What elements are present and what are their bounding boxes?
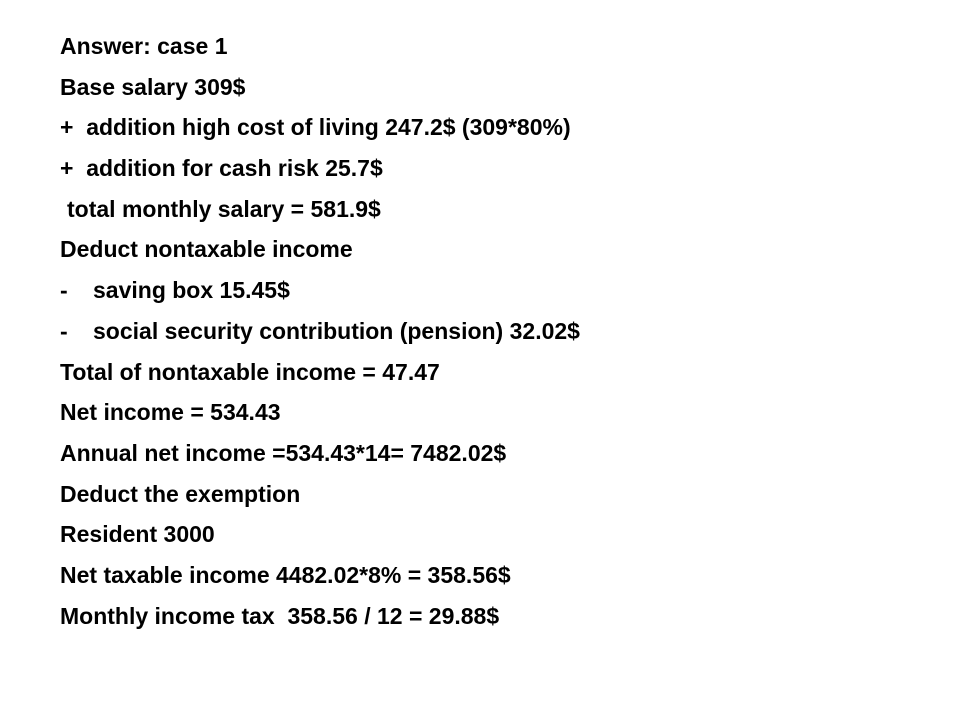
cost-of-living-addition-line: + addition high cost of living 247.2$ (309*80%) bbox=[60, 114, 571, 141]
dash-bullet: - bbox=[60, 317, 68, 344]
slide-text-body bbox=[60, 26, 940, 636]
net-taxable-income-line: Net taxable income 4482.02*8% = 358.56$ bbox=[60, 561, 511, 588]
saving-box-text: saving box 15.45$ bbox=[93, 277, 290, 304]
net-income-line: Net income = 534.43 bbox=[60, 399, 281, 426]
social-security-text: social security contribution (pension) 32.02$ bbox=[93, 317, 580, 344]
dash-bullet: - bbox=[60, 277, 68, 304]
answer-heading: Answer: case 1 bbox=[60, 33, 228, 59]
social-security-item bbox=[60, 311, 940, 352]
deduct-exemption-heading: Deduct the exemption bbox=[60, 480, 301, 507]
total-nontaxable-line: Total of nontaxable income = 47.47 bbox=[60, 358, 440, 385]
base-salary-line: Base salary 309$ bbox=[60, 73, 246, 100]
deduct-nontaxable-heading: Deduct nontaxable income bbox=[60, 236, 353, 263]
resident-exemption-line: Resident 3000 bbox=[60, 521, 215, 548]
cash-risk-addition-line: + addition for cash risk 25.7$ bbox=[60, 155, 383, 182]
annual-net-income-line: Annual net income =534.43*14= 7482.02$ bbox=[60, 439, 507, 466]
total-monthly-salary-line: total monthly salary = 581.9$ bbox=[67, 195, 381, 222]
saving-box-item bbox=[60, 270, 940, 311]
monthly-income-tax-line: Monthly income tax 358.56 / 12 = 29.88$ bbox=[60, 602, 500, 629]
